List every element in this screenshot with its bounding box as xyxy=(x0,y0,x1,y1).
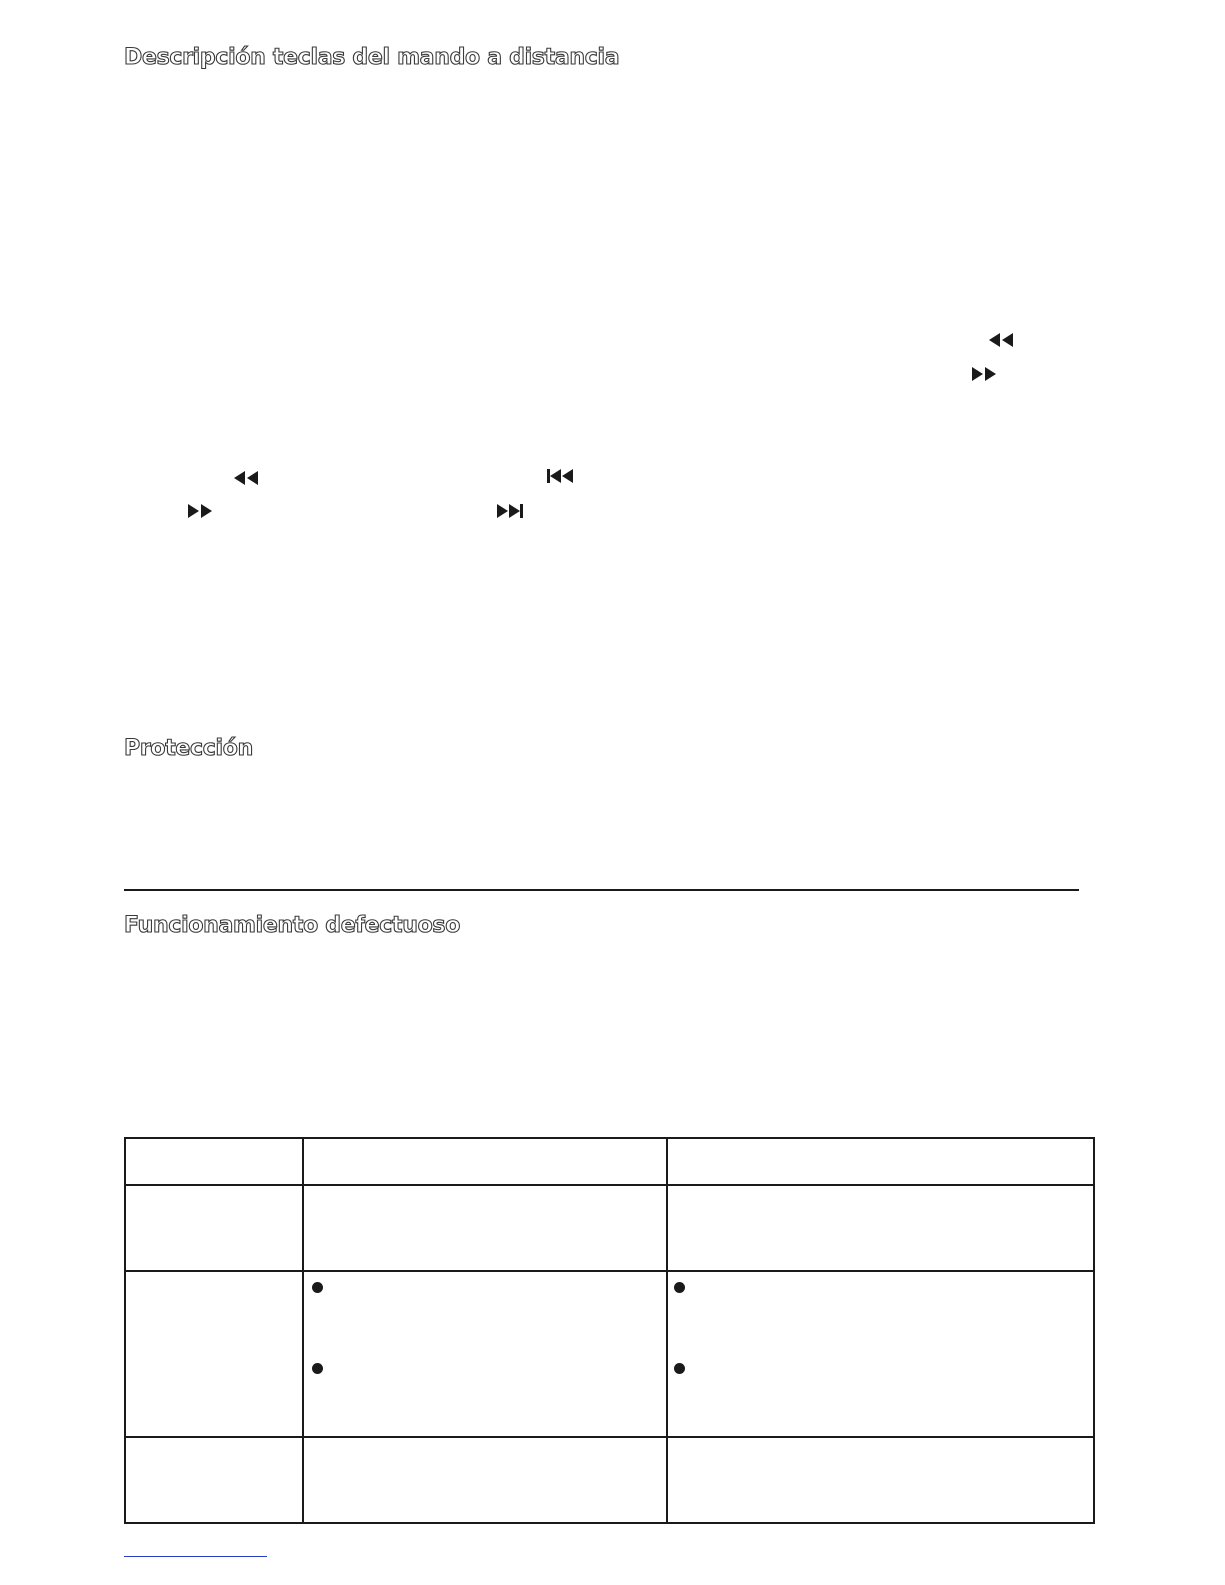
table-cell xyxy=(303,1271,667,1437)
table-cell xyxy=(667,1185,1094,1271)
table-row xyxy=(125,1437,1094,1523)
bullet-icon xyxy=(312,1363,323,1374)
table-header-row xyxy=(125,1138,1094,1185)
section-divider xyxy=(124,889,1079,891)
troubleshooting-table xyxy=(124,1137,1095,1524)
footer-link-underline[interactable] xyxy=(124,1556,267,1557)
table-row xyxy=(125,1271,1094,1437)
bullet-icon xyxy=(312,1282,323,1293)
table-cell xyxy=(667,1437,1094,1523)
table-cell xyxy=(125,1185,303,1271)
table-cell xyxy=(125,1437,303,1523)
fast-forward-icon xyxy=(188,504,212,518)
bullet-icon xyxy=(674,1363,685,1374)
table-cell xyxy=(125,1271,303,1437)
table-cell xyxy=(667,1271,1094,1437)
remote-keys-heading: Descripción teclas del mando a distancia xyxy=(124,45,620,70)
skip-previous-icon xyxy=(547,469,574,483)
table-header-cell xyxy=(303,1138,667,1185)
protection-heading: Protección xyxy=(124,736,253,761)
table-header-cell xyxy=(667,1138,1094,1185)
fast-forward-icon xyxy=(972,367,996,381)
rewind-icon xyxy=(234,471,258,485)
table-header-cell xyxy=(125,1138,303,1185)
bullet-icon xyxy=(674,1282,685,1293)
table-cell xyxy=(303,1185,667,1271)
table-row xyxy=(125,1185,1094,1271)
malfunction-heading: Funcionamiento defectuoso xyxy=(124,913,461,938)
skip-next-icon xyxy=(497,504,524,518)
rewind-icon xyxy=(989,333,1013,347)
table-cell xyxy=(303,1437,667,1523)
